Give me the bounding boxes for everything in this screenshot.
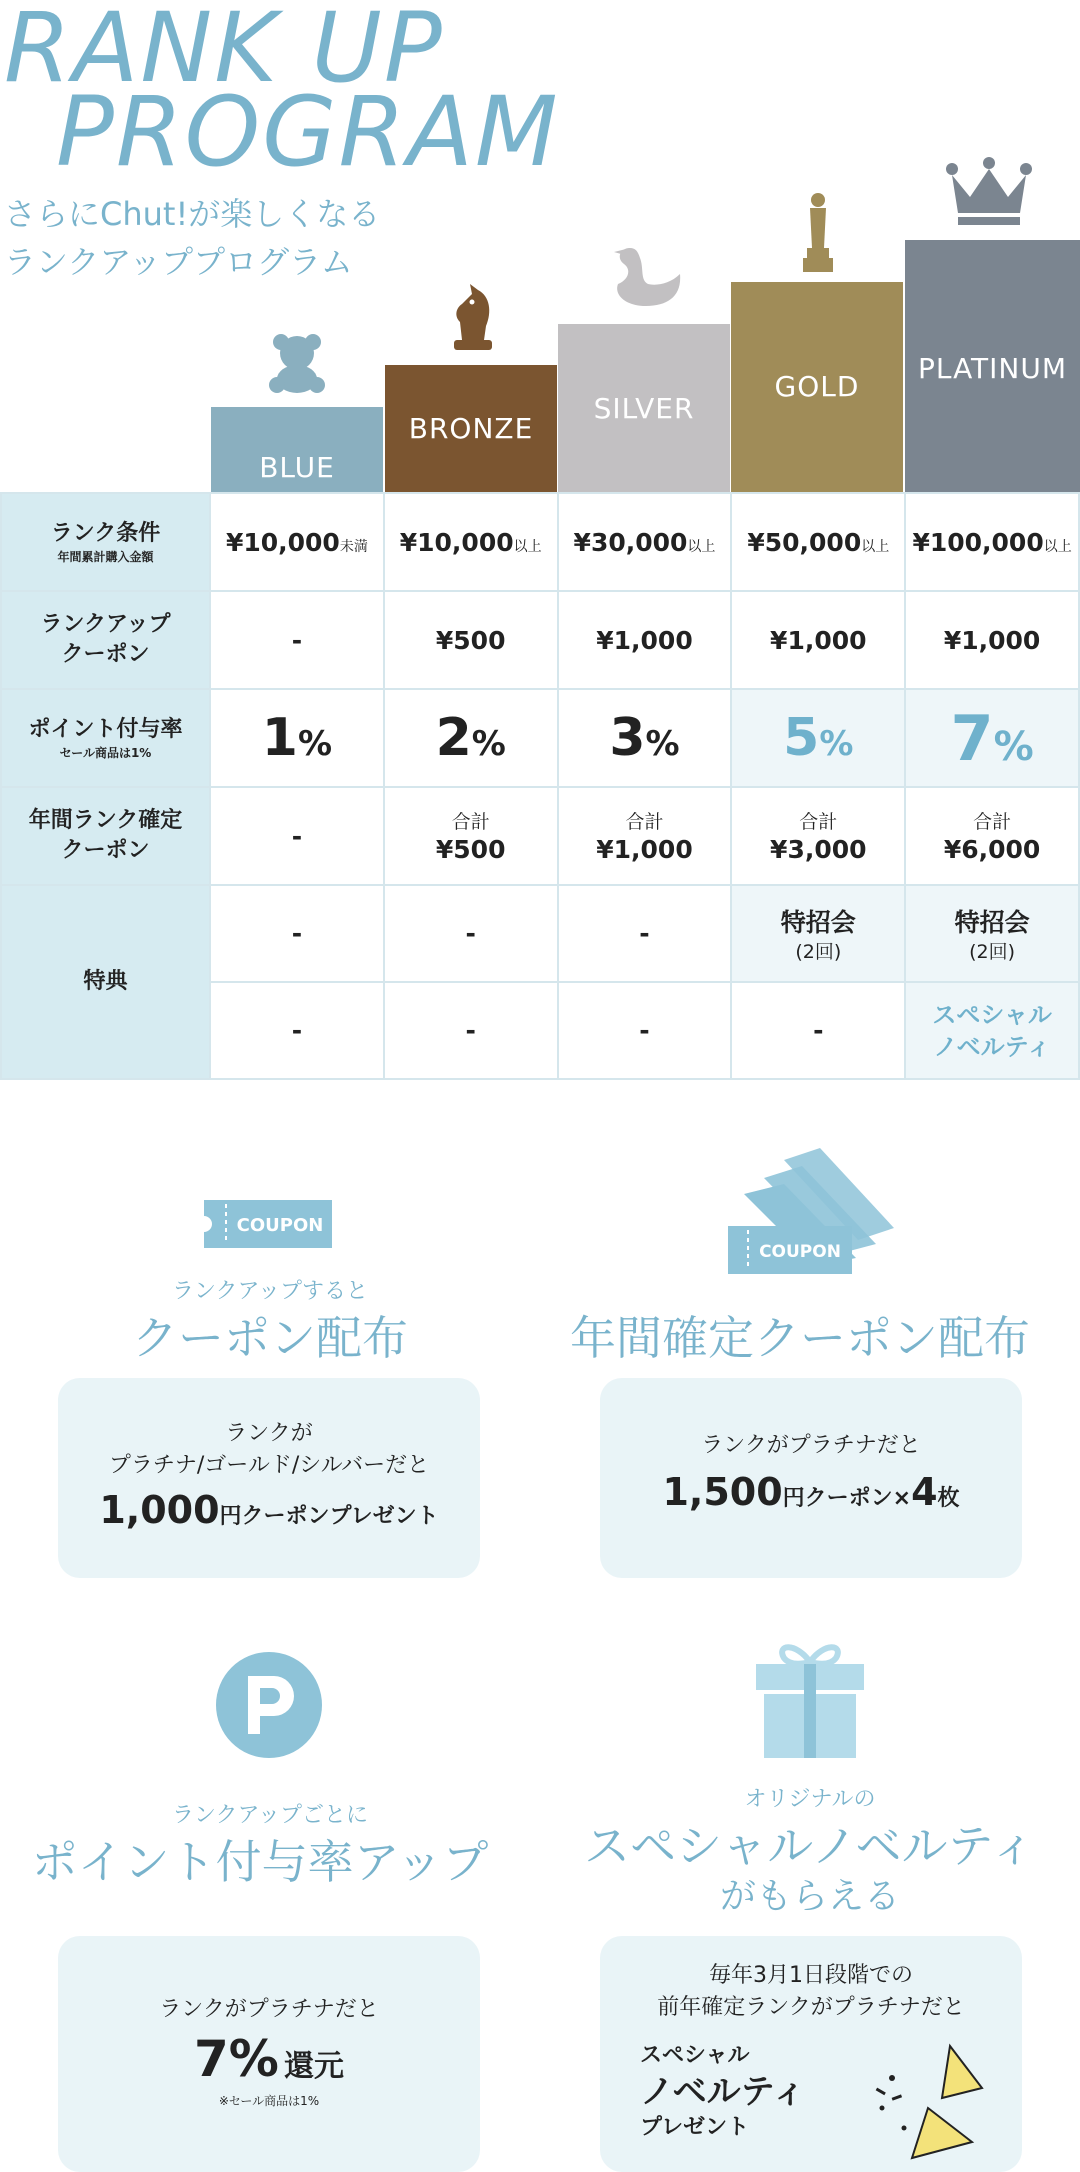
table-row [1,787,1079,885]
coupon-card-amount: 1,000 [99,1488,220,1532]
annual-coupon-cell: 合計 ¥1,000 [558,787,732,885]
novelty-card-bold2: ノベルティ [640,2072,806,2112]
benefit-cell-gold: 特招会 (2回) [731,885,905,982]
coupon-card-line1: ランクが [225,1421,313,1446]
svg-text:COUPON: COUPON [759,1242,841,1262]
rank-block-blue: BLUE [211,407,383,492]
benefit-cell-platinum: 特招会 (2回) [905,885,1079,982]
table-row [1,885,1079,982]
bear-icon [267,333,327,395]
benefit-cell-novelty: スペシャル ノベルティ [905,982,1079,1079]
points-card-tail: 還元 [283,2049,344,2084]
novelty-card-line2: 前年確定ランクがプラチナだと [657,1995,965,2020]
novelty-card-bold3: プレゼント [640,2115,750,2140]
points-small-heading: ランクアップごとに [171,1803,369,1828]
benefit-cell: - [210,982,384,1079]
coupon-card [58,1378,480,1578]
points-card-rate: 7% [194,2030,279,2088]
benefit-cell: - [558,885,732,982]
point-rate-cell: 7% [905,689,1079,787]
annual-coupon-cell: 合計 ¥500 [384,787,558,885]
condition-cell: ¥100,000以上 [905,493,1079,591]
rank-table [0,492,1080,1080]
benefit-cell: - [731,982,905,1079]
point-rate-cell: 3% [558,689,732,787]
points-card-note: ※セール商品は1% [218,2094,320,2108]
annual-card-line1: ランクがプラチナだと [701,1433,921,1458]
coupon-small-heading: ランクアップすると [171,1279,369,1304]
row-head-annual-coupon: 年間ランク確定 クーポン [1,787,210,885]
points-heading: ポイント付与率アップ [31,1835,489,1889]
annual-card-tail: 枚 [937,1486,960,1511]
coupon-cell: - [210,591,384,689]
annual-card-mid: 円クーポン× [782,1486,912,1511]
gift-icon [756,1640,864,1758]
novelty-small-heading: オリジナルの [744,1787,876,1812]
condition-cell: ¥50,000以上 [731,493,905,591]
benefit-cell: - [384,982,558,1079]
subtitle-line-1: さらにChut!が楽しくなる [4,195,381,233]
party-popper-icon [872,2038,990,2162]
benefit-cell: - [384,885,558,982]
coupon-cell: ¥1,000 [731,591,905,689]
table-row [1,689,1079,787]
rank-block-silver: SILVER [558,324,730,492]
swan-icon [610,244,684,310]
annual-heading: 年間確定クーポン配布 [570,1311,1030,1365]
coupon-card-tail: 円クーポンプレゼント [219,1504,439,1529]
annual-card-amount: 1,500 [662,1470,783,1514]
table-row [1,493,1079,591]
table-row [1,591,1079,689]
row-head-condition: ランク条件 年間累計購入金額 [1,493,210,591]
crown-icon [944,157,1034,227]
coupon-cell: ¥500 [384,591,558,689]
annual-coupon-cell: - [210,787,384,885]
points-card [58,1936,480,2172]
novelty-card-bold1: スペシャル [640,2043,750,2068]
chess-knight-icon [450,282,496,352]
title-line-2: PROGRAM [56,76,560,188]
benefit-cell: - [210,885,384,982]
point-rate-cell: 2% [384,689,558,787]
coupon-icon [204,1200,332,1248]
novelty-card-line1: 毎年3月1日段階での [709,1963,913,1988]
rank-block-gold: GOLD [731,282,903,492]
coupon-card-line2: プラチナ/ゴールド/シルバーだと [108,1453,430,1478]
annual-card-count: 4 [911,1470,938,1514]
coupons-stack-icon [728,1148,894,1274]
subtitle-line-2: ランクアッププログラム [4,243,353,281]
coupon-cell: ¥1,000 [558,591,732,689]
condition-cell: ¥30,000以上 [558,493,732,591]
svg-text:COUPON: COUPON [236,1215,324,1236]
novelty-heading-2: がもらえる [719,1876,900,1917]
row-head-benefits: 特典 [1,885,210,1079]
point-rate-cell: 5% [731,689,905,787]
point-icon [216,1652,322,1758]
row-head-point-rate: ポイント付与率 セール商品は1% [1,689,210,787]
novelty-heading: スペシャルノベルティ [584,1819,1036,1873]
annual-card [600,1378,1022,1578]
row-head-rankup-coupon: ランクアップ クーポン [1,591,210,689]
trophy-icon [801,192,835,274]
rank-block-bronze: BRONZE [385,365,557,492]
points-card-line1: ランクがプラチナだと [159,1997,379,2022]
condition-cell: ¥10,000以上 [384,493,558,591]
rank-block-platinum: PLATINUM [905,240,1080,492]
coupon-heading: クーポン配布 [132,1311,408,1365]
annual-coupon-cell: 合計 ¥6,000 [905,787,1079,885]
title-line-1: RANK UP [4,0,444,104]
annual-coupon-cell: 合計 ¥3,000 [731,787,905,885]
benefit-cell: - [558,982,732,1079]
point-rate-cell: 1% [210,689,384,787]
condition-cell: ¥10,000未満 [210,493,384,591]
coupon-cell: ¥1,000 [905,591,1079,689]
